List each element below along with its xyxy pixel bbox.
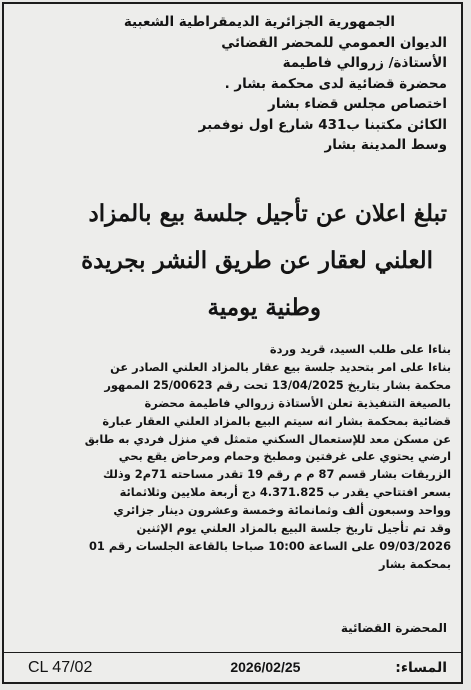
title-line-1: تبلغ اعلان عن تأجيل جلسة بيع بالمزاد [88, 200, 447, 227]
title-line-3: وطنية يومية [207, 294, 321, 321]
title-line-2: العلني لعقار عن طريق النشر بجريدة [81, 247, 433, 274]
header-line-republic: الجمهورية الجزائرية الديمقراطية الشعبية [123, 14, 395, 30]
notice-code: CL 47/02 [28, 659, 93, 676]
body-line: ارضي يحتوي على غرفتين ومطبخ وحمام ومرحاض يقع بحي [118, 449, 451, 464]
notice-body [12, 341, 451, 574]
notice-title [14, 190, 451, 331]
body-line: بالصيغة التنفيذية تعلن الأستاذة زروالي فاطيمة محضرة [144, 395, 451, 410]
body-line: 09/03/2026 على الساعة 10:00 صباحا بالقاعة الجلسات رقم 01 [89, 538, 451, 553]
body-line: الزريقات بشار قسم 87 م م رقم 19 تقدر مساحته 71م2 وذلك [103, 467, 451, 482]
body-line: وقد تم تأجيل تاريخ جلسة البيع بالمزاد العلني يوم الإثنين [136, 521, 451, 536]
header-line-bailiff-name: الأستاذة/ زروالي فاطيمة [282, 55, 447, 71]
notice-header [7, 12, 447, 156]
body-line: محكمة بشار بتاريخ 13/04/2025 تحت رقم 25/00623 الممهور [104, 377, 451, 392]
body-line: بمحكمة بشار [379, 556, 451, 571]
date-label: المساء: [395, 660, 447, 676]
header-line-jurisdiction: اختصاص مجلس قضاء بشار [268, 96, 447, 112]
header-line-office: الديوان العمومي للمحضر القضائي [221, 34, 447, 51]
header-line-address: الكائن مكتبنا ب431 شارع اول نوفمبر [198, 116, 447, 133]
signature: المحضرة القضائية [340, 621, 447, 635]
body-line: وواحد وسبعون ألف وثمانمائة وخمسة وعشرون دينار جزائري [113, 503, 451, 518]
header-line-court: محضرة قضائية لدى محكمة بشار . [224, 75, 447, 92]
notice-footer [4, 652, 461, 683]
body-line: بناءا على طلب السيد، قريد وردة [269, 342, 451, 356]
body-line: عن مسكن معد للإستعمال السكني متمثل في منزل فردي به طابق [84, 431, 451, 446]
header-line-city: وسط المدينة بشار [324, 137, 447, 153]
body-line: بناءا على امر بتحديد جلسة بيع عقار بالمزاد العلني الصادر عن [110, 359, 451, 374]
date-value: 2026/02/25 [230, 659, 301, 675]
body-line: قضائية بمحكمة بشار انه سيتم البيع بالمزاد العلني العقار عبارة [102, 413, 451, 428]
publication-date [230, 659, 447, 676]
legal-notice [2, 2, 463, 684]
body-line: بسعر افتتاحي يقدر ب 4.371.825 دج أربعة ملايين وثلاثمائة [119, 485, 451, 500]
